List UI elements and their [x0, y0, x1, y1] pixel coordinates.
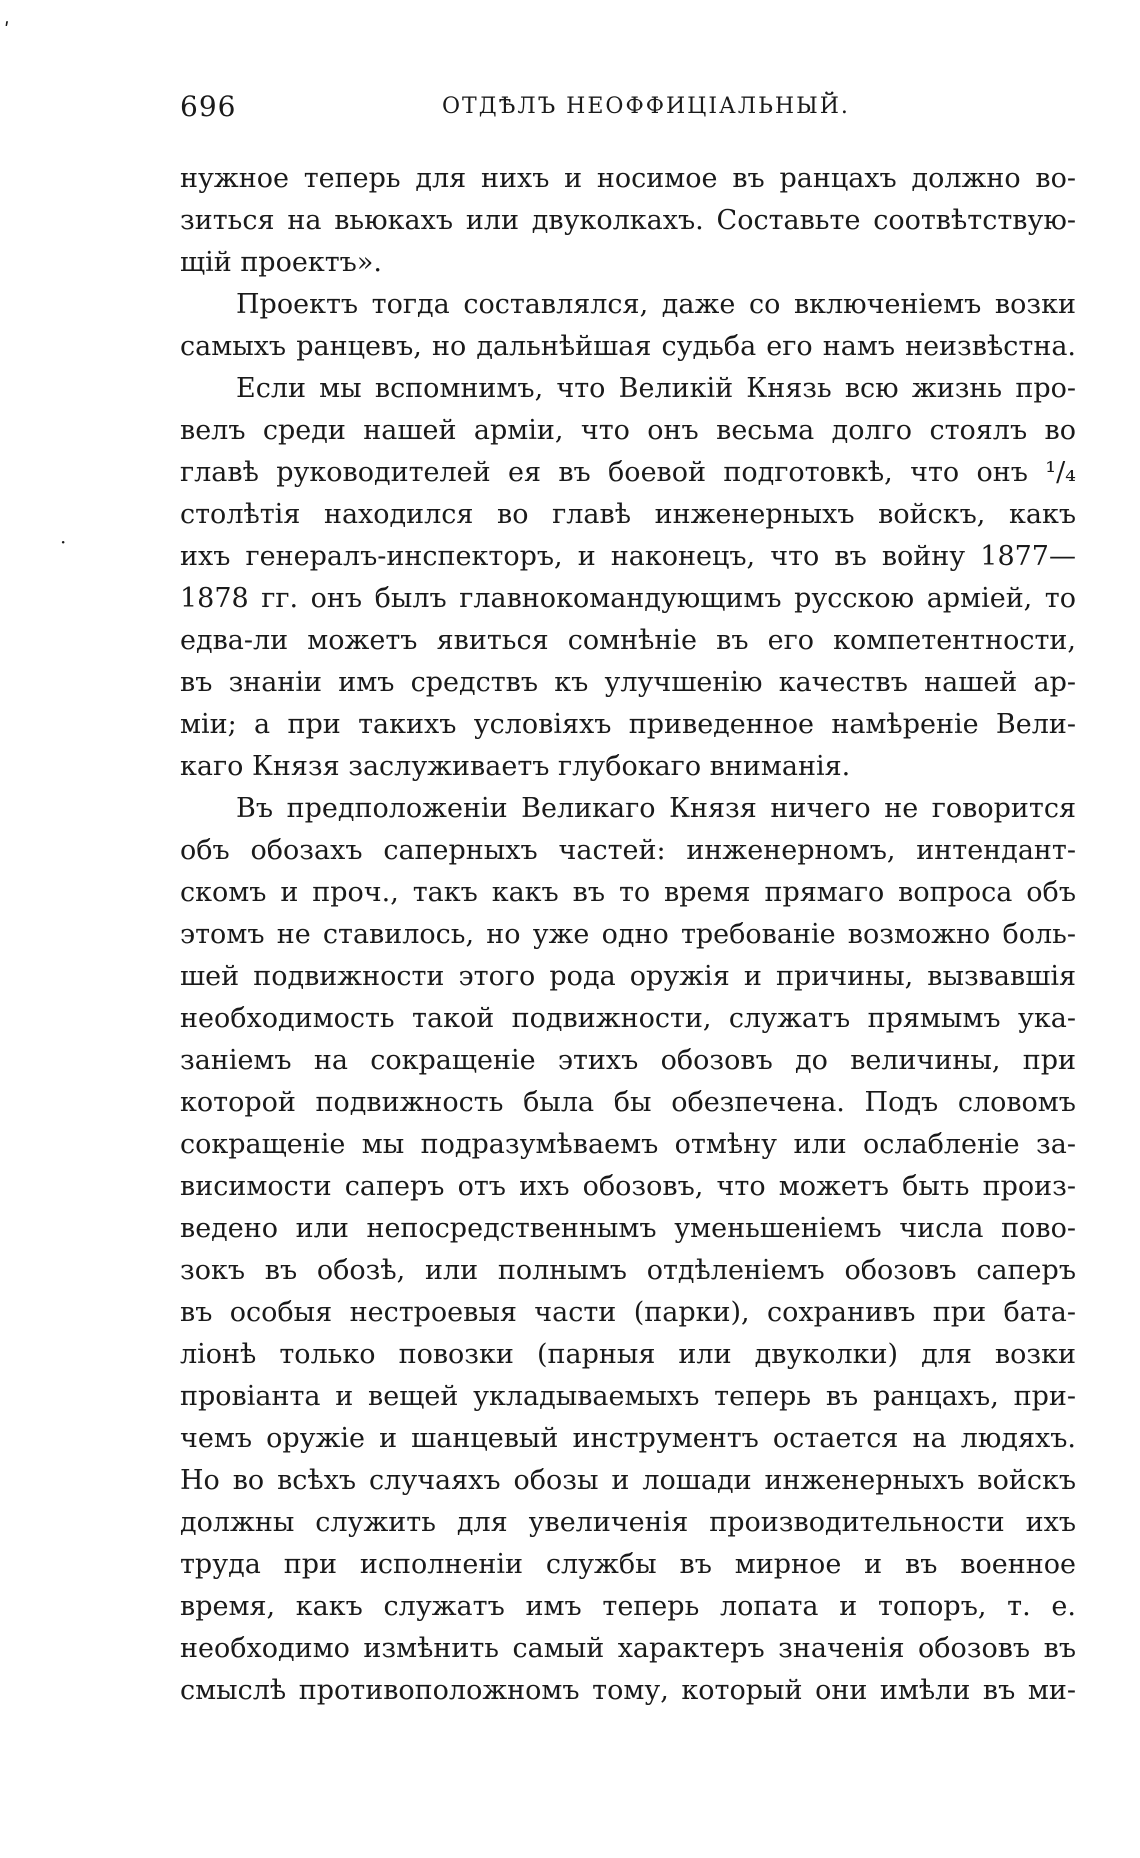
text-line: въ знаніи имъ средствъ къ улучшенію качествъ нашей ар- — [180, 667, 1076, 698]
text-line: столѣтія находился во главѣ инженерныхъ войскъ, какъ — [180, 499, 1076, 530]
text-line: главѣ руководителей ея въ боевой подготовкѣ, что онъ ¹/₄ — [180, 457, 1076, 488]
text-line: чемъ оружіе и шанцевый инструментъ остается на людяхъ. — [180, 1423, 1076, 1454]
text-line: 1878 гг. онъ былъ главнокомандующимъ русскою арміей, то — [180, 583, 1076, 614]
text-line: ведено или непосредственнымъ уменьшеніемъ числа пово- — [180, 1213, 1076, 1244]
text-line: ихъ генералъ-инспекторъ, и наконецъ, что въ войну 1877— — [180, 541, 1076, 572]
margin-dot: · — [60, 530, 67, 554]
text-line: этомъ не ставилось, но уже одно требованіе возможно боль- — [180, 919, 1076, 950]
text-line: нужное теперь для нихъ и носимое въ ранцахъ должно во- — [180, 163, 1076, 194]
page-header — [180, 90, 1080, 130]
text-line: Но во всѣхъ случаяхъ обозы и лошади инженерныхъ войскъ — [180, 1465, 1076, 1496]
text-line: скомъ и проч., такъ какъ въ то время прямаго вопроса объ — [180, 877, 1076, 908]
text-line: должны служить для увеличенія производительности ихъ — [180, 1507, 1076, 1538]
text-line: висимости саперъ отъ ихъ обозовъ, что можетъ быть произ- — [180, 1171, 1076, 1202]
text-line: необходимость такой подвижности, служатъ прямымъ ука- — [180, 1003, 1076, 1034]
paragraph-start-line: Если мы вспомнимъ, что Великій Князь всю жизнь про- — [236, 373, 1076, 404]
text-line: время, какъ служатъ имъ теперь лопата и топоръ, т. е. — [180, 1591, 1076, 1622]
text-line: провіанта и вещей укладываемыхъ теперь въ ранцахъ, при- — [180, 1381, 1076, 1412]
text-line: міи; а при такихъ условіяхъ приведенное намѣреніе Вели- — [180, 709, 1076, 740]
body-text — [180, 158, 1076, 1712]
text-line: сокращеніе мы подразумѣваемъ отмѣну или ослабленіе за- — [180, 1129, 1076, 1160]
margin-mark: ʹ — [4, 18, 10, 42]
text-line: зиться на вьюкахъ или двуколкахъ. Составьте соотвѣтствую- — [180, 205, 1076, 236]
paragraph-start-line: Въ предположеніи Великаго Князя ничего не говорится — [236, 793, 1076, 824]
text-line: смыслѣ противоположномъ тому, который они имѣли въ ми- — [180, 1675, 1076, 1706]
text-line: объ обозахъ саперныхъ частей: инженерномъ, интендант- — [180, 835, 1076, 866]
running-title: ОТДѢЛЪ НЕОФФИЦІАЛЬНЫЙ. — [442, 94, 850, 119]
text-line: каго Князя заслуживаетъ глубокаго вниманія. — [180, 751, 851, 782]
paragraph-start-line: Проектъ тогда составлялся, даже со включеніемъ возки — [236, 289, 1076, 320]
text-line: ліонѣ только повозки (парныя или двуколки) для возки — [180, 1339, 1076, 1370]
text-line: въ особыя нестроевыя части (парки), сохранивъ при бата- — [180, 1297, 1076, 1328]
text-line: едва-ли можетъ явиться сомнѣніе въ его компетентности, — [180, 625, 1076, 656]
text-line: зокъ въ обозѣ, или полнымъ отдѣленіемъ обозовъ саперъ — [180, 1255, 1076, 1286]
text-line: труда при исполненіи службы въ мирное и въ военное — [180, 1549, 1076, 1580]
page-number: 696 — [180, 90, 237, 123]
text-line: самыхъ ранцевъ, но дальнѣйшая судьба его намъ неизвѣстна. — [180, 331, 1076, 362]
text-line: заніемъ на сокращеніе этихъ обозовъ до величины, при — [180, 1045, 1076, 1076]
text-line: щій проектъ». — [180, 247, 382, 278]
text-line: велъ среди нашей арміи, что онъ весьма долго стоялъ во — [180, 415, 1076, 446]
text-line: которой подвижность была бы обезпечена. Подъ словомъ — [180, 1087, 1076, 1118]
text-line: шей подвижности этого рода оружія и причины, вызвавшія — [180, 961, 1076, 992]
text-line: необходимо измѣнить самый характеръ значенія обозовъ въ — [180, 1633, 1076, 1664]
